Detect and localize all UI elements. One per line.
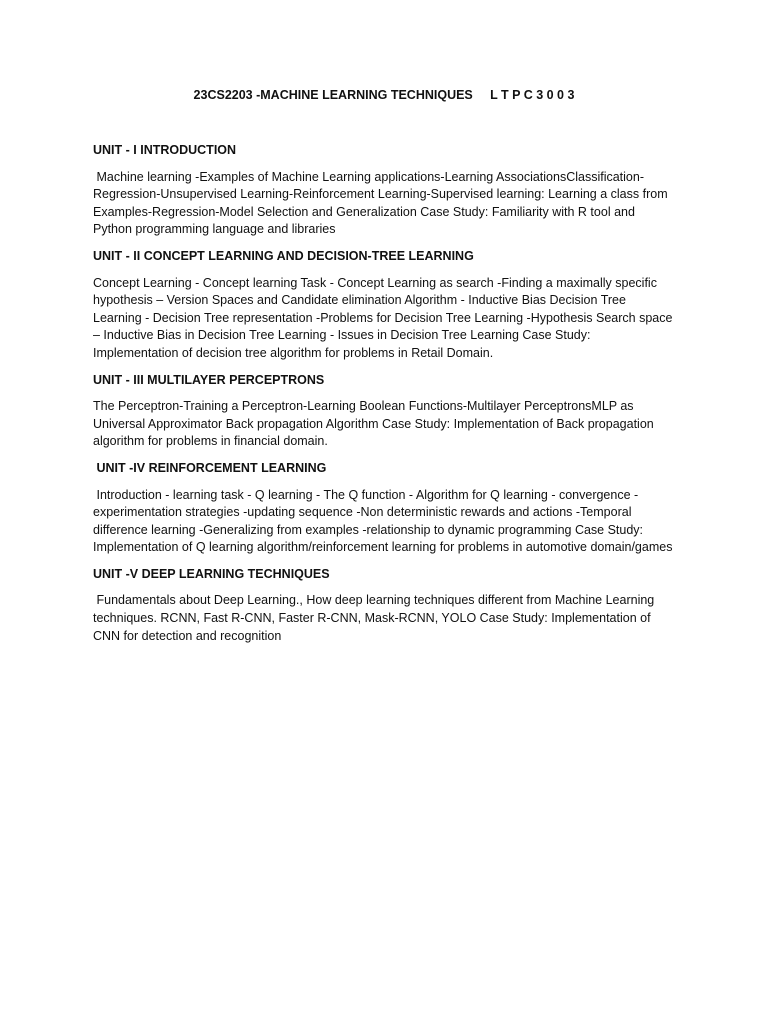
unit-5-heading: UNIT -V DEEP LEARNING TECHNIQUES — [93, 566, 330, 581]
unit-5-body: Fundamentals about Deep Learning., How deep learning techniques different from Machine Learning techniques. RCNN, Fast R-CNN, Faster R-CNN, Mask-RCNN, YOLO Case Study: Implementation of CNN for detection and recognition — [93, 593, 658, 643]
unit-2-body: Concept Learning - Concept learning Task - Concept Learning as search -Finding a maximally specific hypothesis – Version Spaces and Candidate elimination Algorithm - Inductive Bias Decision Tree Learning - Decision Tree representation -Problems for Decision Tree Learning -Hypothesis Search space – Inductive Bias in Decision Tree Learning - Issues in Decision Tree Learning Case Study: Implementation of decision tree algorithm for problems in Retail Domain. — [93, 275, 676, 360]
unit-4-heading: UNIT -IV REINFORCEMENT LEARNING — [93, 460, 327, 475]
unit-5-section — [93, 566, 673, 645]
unit-4-section — [93, 460, 673, 557]
unit-4-body: Introduction - learning task - Q learning - The Q function - Algorithm for Q learning - convergence - experimentation strategies -updating sequence -Non deterministic rewards and actions -Temporal difference learning -Generalizing from examples -relationship to dynamic programming Case Study: Implementation of Q learning algorithm/reinforcement learning for problems in automotive domain/games — [93, 487, 673, 555]
document-content — [93, 142, 676, 654]
unit-1-heading: UNIT - I INTRODUCTION — [93, 143, 237, 157]
unit-2-heading: UNIT - II CONCEPT LEARNING AND DECISION-TREE LEARNING — [93, 248, 474, 263]
unit-3-heading: UNIT - III MULTILAYER PERCEPTRONS — [93, 372, 325, 387]
unit-1-body: Machine learning -Examples of Machine Learning applications-Learning AssociationsClassification-Regression-Unsupervised Learning-Reinforcement Learning-Supervised learning: Learning a class from Examples-Regression-Model Selection and Generalization Case Study: Familiarity with R tool and Python programming language and libraries — [93, 169, 672, 237]
unit-2-section — [93, 248, 676, 363]
unit-1-section — [93, 142, 673, 239]
unit-3-body: The Perceptron-Training a Perceptron-Learning Boolean Functions-Multilayer PerceptronsMLP as Universal Approximator Back propagation Algorithm Case Study: Implementation of Back propagation algorithm for problems in financial domain. — [93, 399, 658, 449]
document-title: 23CS2203 -MACHINE LEARNING TECHNIQUES L T P C 3 0 0 3 — [193, 88, 575, 102]
unit-3-section — [93, 372, 673, 451]
